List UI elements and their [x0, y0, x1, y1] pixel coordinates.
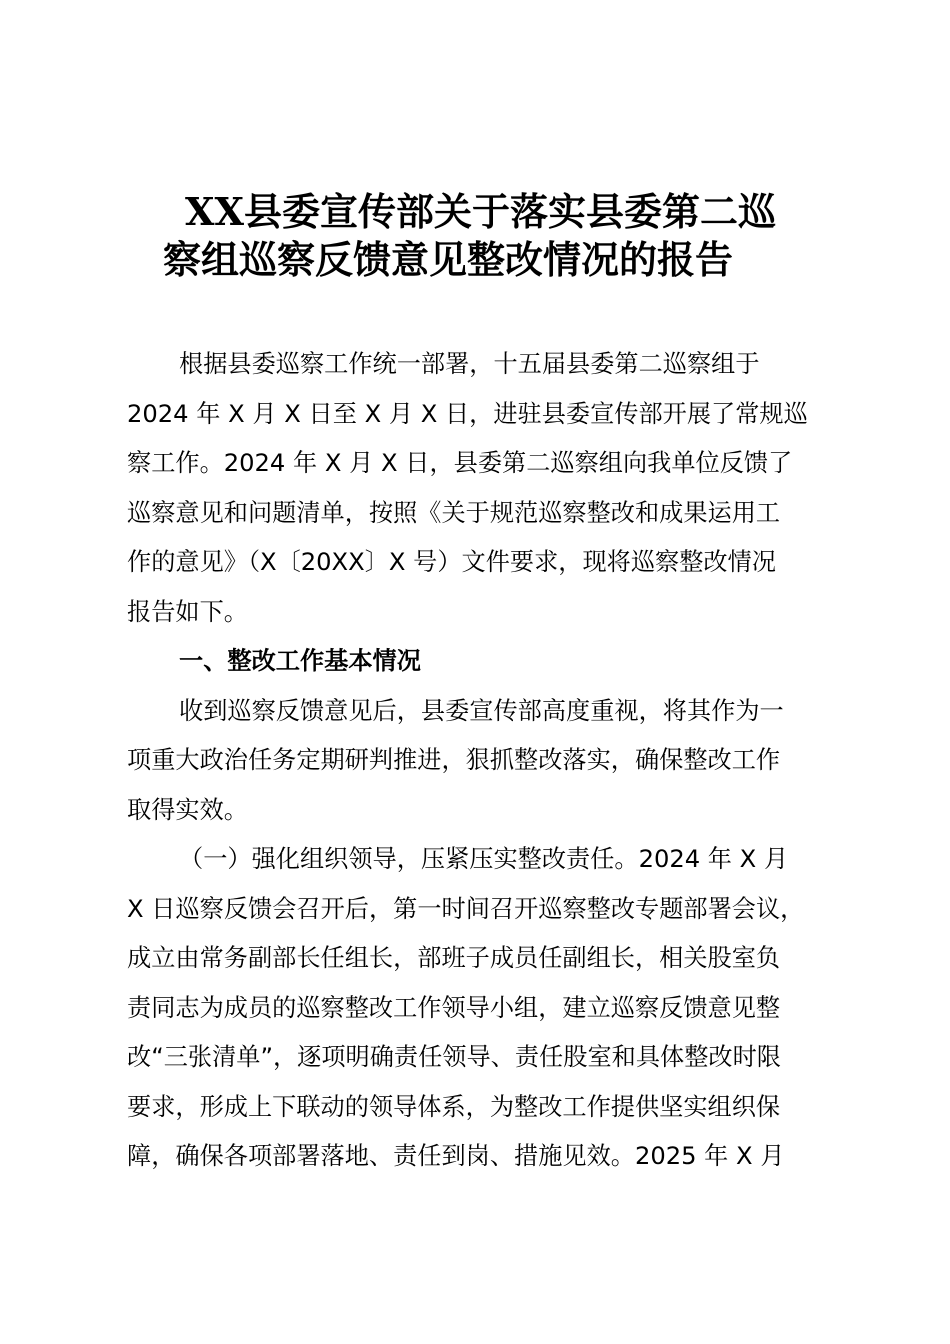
- text-line: 报告如下。: [127, 597, 248, 626]
- text-line: 作的意见》（X〔20XX〕X 号）文件要求，现将巡察整改情况: [127, 548, 776, 576]
- text-line: （一）强化组织领导，压紧压实整改责任。2024 年 X 月: [179, 845, 789, 873]
- text-line: 根据县委巡察工作统一部署，十五届县委第二巡察组于: [179, 350, 760, 378]
- section-heading: [127, 637, 827, 687]
- section-heading-text: 一、整改工作基本情况: [179, 647, 421, 675]
- text-line: 要求，形成上下联动的领导体系，为整改工作提供坚实组织保: [127, 1092, 781, 1121]
- text-line: 察工作。2024 年 X 月 X 日，县委第二巡察组向我单位反馈了: [127, 449, 793, 477]
- document-body: [127, 340, 827, 1182]
- text-line: 成立由常务副部长任组长，部班子成员任副组长，相关股室负: [127, 944, 781, 972]
- paragraph-subsection-1: [127, 835, 827, 1182]
- text-line: 巡察意见和问题清单，按照《关于规范巡察整改和成果运用工: [127, 498, 781, 527]
- text-line: 责同志为成员的巡察整改工作领导小组，建立巡察反馈意见整: [127, 993, 781, 1022]
- paragraph-intro: [127, 340, 827, 637]
- text-line: 项重大政治任务定期研判推进，狠抓整改落实，确保整改工作: [127, 746, 781, 774]
- text-line: 取得实效。: [127, 795, 248, 824]
- document-title: [150, 188, 850, 284]
- title-line-1: XX县委宣传部关于落实县委第二巡: [185, 189, 776, 234]
- text-line: 改“三张清单”，逐项明确责任领导、责任股室和具体整改时限: [127, 1043, 781, 1071]
- text-line: 收到巡察反馈意见后，县委宣传部高度重视，将其作为一: [179, 696, 784, 725]
- paragraph-section-intro: [127, 687, 827, 836]
- text-line: 障，确保各项部署落地、责任到岗、措施见效。2025 年 X 月: [127, 1142, 785, 1170]
- text-line: 2024 年 X 月 X 日至 X 月 X 日，进驻县委宣传部开展了常规巡: [127, 399, 808, 428]
- text-line: X 日巡察反馈会召开后，第一时间召开巡察整改专题部署会议，: [127, 894, 805, 923]
- title-line-2: 察组巡察反馈意见整改情况的报告: [163, 237, 734, 282]
